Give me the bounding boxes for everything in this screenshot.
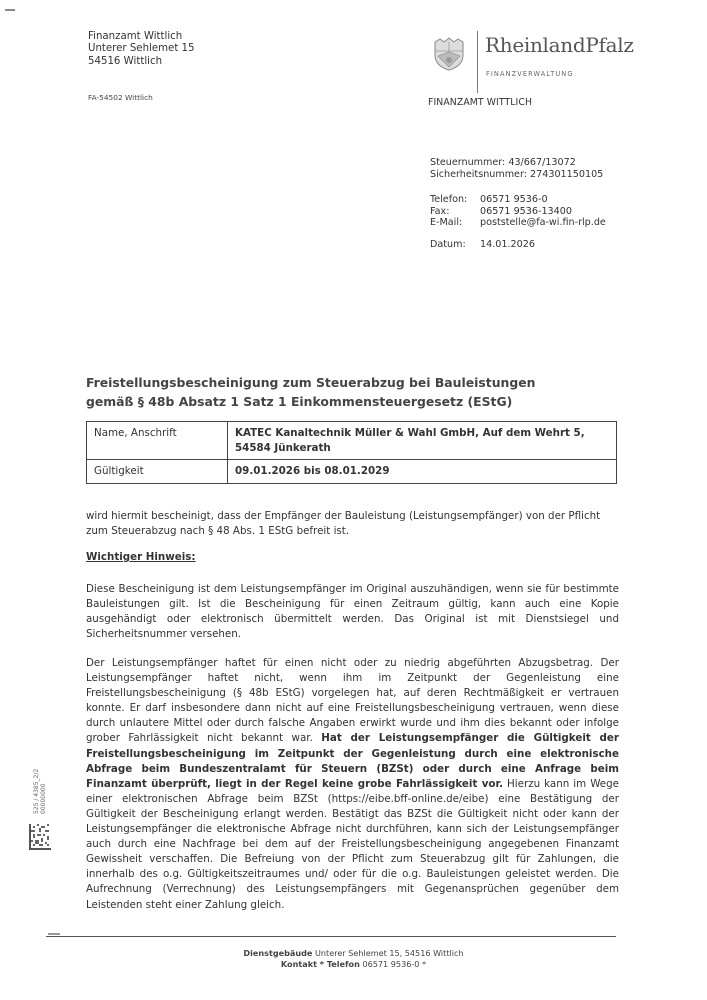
tax-numbers	[430, 157, 603, 181]
logo-name: RheinlandPfalz	[485, 33, 634, 57]
side-reference	[33, 760, 47, 820]
validity-label: Gültigkeit	[87, 460, 228, 484]
logo-subtitle: FINANZVERWALTUNG	[486, 70, 574, 78]
sender-street: Unterer Sehlemet 15	[88, 43, 195, 55]
contact-phone	[430, 194, 606, 206]
logo-divider	[477, 31, 478, 93]
date-value: 14.01.2026	[480, 239, 535, 250]
rlp-logo	[432, 31, 662, 101]
sicherheitsnummer-label: Sicherheitsnummer:	[430, 169, 527, 181]
sender-code: FA-54502 Wittlich	[88, 93, 153, 102]
liability-text-b: Hierzu kann im Wege einer elektronischen Abfrage beim BZSt (https://eibe.bff-online.de/eibe) eine Bestätigung der Gültigkeit der Bescheinigung erlangt werden. Bestätigt das BZSt die Gültigkeit nicht oder kann der Leistungsempfänger die elektronische Abfrage nicht durchführen, kann sich der Leistungsempfänger auch durch eine Nachfrage bei dem auf der Freistellungsbescheinigung angegebenen Finanzamt Gewissheit verschaffen. Die Befreiung von der Pflicht zum Steuerabzug gilt für Zahlungen, die innerhalb des o.g. Gültigkeitszeitraumes und/ oder für die o.g. Bauleistungen geleistet werden. Die Aufrechnung (Verrechnung) des Leistungsempfängers mit Gegenansprüchen gegenüber dem Leistenden steht einer Zahlung gleich.	[86, 777, 620, 911]
footer-contact	[0, 959, 707, 970]
certification-paragraph: wird hiermit bescheinigt, dass der Empfänger der Bauleistung (Leistungsempfänger) von der Pflicht zum Steuerabzug nach § 48 Abs. 1 EStG befreit ist.	[86, 510, 601, 538]
title-line-1: Freistellungsbescheinigung zum Steuerabzug bei Bauleistungen	[86, 375, 536, 390]
phone-label: Telefon:	[430, 194, 468, 205]
fax-label: Fax:	[430, 205, 450, 217]
email-label: E-Mail:	[430, 217, 463, 229]
title-line-2: gemäß § 48b Absatz 1 Satz 1 Einkommensteuergesetz (EStG)	[86, 394, 513, 409]
original-copy-paragraph: Diese Bescheinigung ist dem Leistungsempfänger im Original auszuhändigen, wenn sie für bestimmte Bauleistungen gilt. Ist die Bescheinigung für einen Zeitraum gültig, kann auch eine Kopie ausgehändigt oder elektronisch übermittelt werden. Das Original ist mit Dienstsiegel und Sicherheitsnummer versehen.	[86, 583, 619, 641]
steuernummer-row	[430, 157, 603, 169]
scan-mark-bottom	[48, 933, 60, 935]
side-reference-line-1: 525 / 4385_2/2	[33, 768, 40, 814]
contact-label: Kontakt * Telefon	[280, 958, 360, 969]
sicherheitsnummer-value: 274301150105	[530, 169, 604, 181]
building-label: Dienstgebäude	[243, 948, 313, 958]
sender-name: Finanzamt Wittlich	[88, 31, 183, 42]
document-date	[430, 239, 535, 250]
contact-fax	[430, 206, 606, 218]
email-value[interactable]: poststelle@fa-wi.fin-rlp.de	[480, 217, 606, 229]
document-title	[86, 373, 535, 411]
fax-value: 06571 9536-13400	[480, 205, 572, 217]
office-name: FINANZAMT WITTLICH	[428, 97, 533, 108]
validity-value: 09.01.2026 bis 08.01.2029	[228, 460, 617, 484]
coat-of-arms-icon	[432, 37, 466, 71]
datamatrix-code-icon	[29, 824, 51, 850]
steuernummer-label: Steuernummer:	[430, 157, 506, 168]
table-row	[87, 460, 617, 484]
name-address-label: Name, Anschrift	[87, 422, 228, 460]
phone-value: 06571 9536-0	[480, 194, 548, 205]
date-label: Datum:	[430, 239, 466, 250]
liability-text-bold: Hat der Leistungsempfänger die Gültigkeit der Freistellungsbescheinigung im Zeitpunkt der Gegenleistung durch eine elektronische Abfrage beim Bundeszentralamt für Steuern (BZSt) oder durch eine Anfrage beim Finanzamt überprüft, liegt in der Regel keine grobe Fahrlässigkeit vor.	[86, 732, 619, 790]
important-note-heading: Wichtiger Hinweis:	[86, 551, 196, 563]
footer	[0, 948, 707, 969]
steuernummer-value: 43/667/13072	[508, 157, 576, 168]
contact-block	[430, 194, 606, 229]
footer-building	[0, 948, 707, 959]
sicherheitsnummer-row	[430, 169, 603, 181]
liability-paragraph	[86, 656, 619, 913]
side-reference-line-2: 00000000	[40, 783, 47, 814]
footer-divider	[46, 936, 616, 937]
sender-address	[88, 31, 195, 68]
building-value: Unterer Sehlemet 15, 54516 Wittlich	[312, 948, 464, 958]
contact-value: 06571 9536-0 *	[359, 958, 427, 969]
table-row	[87, 422, 617, 460]
scan-mark	[5, 9, 15, 11]
contact-email	[430, 217, 606, 229]
liability-text-a: Der Leistungsempfänger haftet für einen nicht oder zu niedrig abgeführten Abzugsbetrag. Der Leistungsempfänger haftet nicht, wenn ihm im Zeitpunkt der Gegenleistung eine Freistellungsbescheinigung (§ 48b EStG) vorgelegen hat, auf deren Rechtmäßigkeit er vertrauen konnte. Er darf insbesondere dann nicht auf eine Freistellungsbescheinigung vertrauen, wenn diese durch unlautere Mittel oder durch falsche Angaben erwirkt wurde und ihm dies bekannt oder infolge grober Fahrlässigkeit nicht bekannt war.	[86, 657, 619, 745]
certificate-info-table	[86, 421, 617, 484]
sender-city: 54516 Wittlich	[88, 55, 163, 67]
name-address-value: KATEC Kanaltechnik Müller & Wahl GmbH, Auf dem Wehrt 5, 54584 Jünkerath	[228, 422, 617, 460]
